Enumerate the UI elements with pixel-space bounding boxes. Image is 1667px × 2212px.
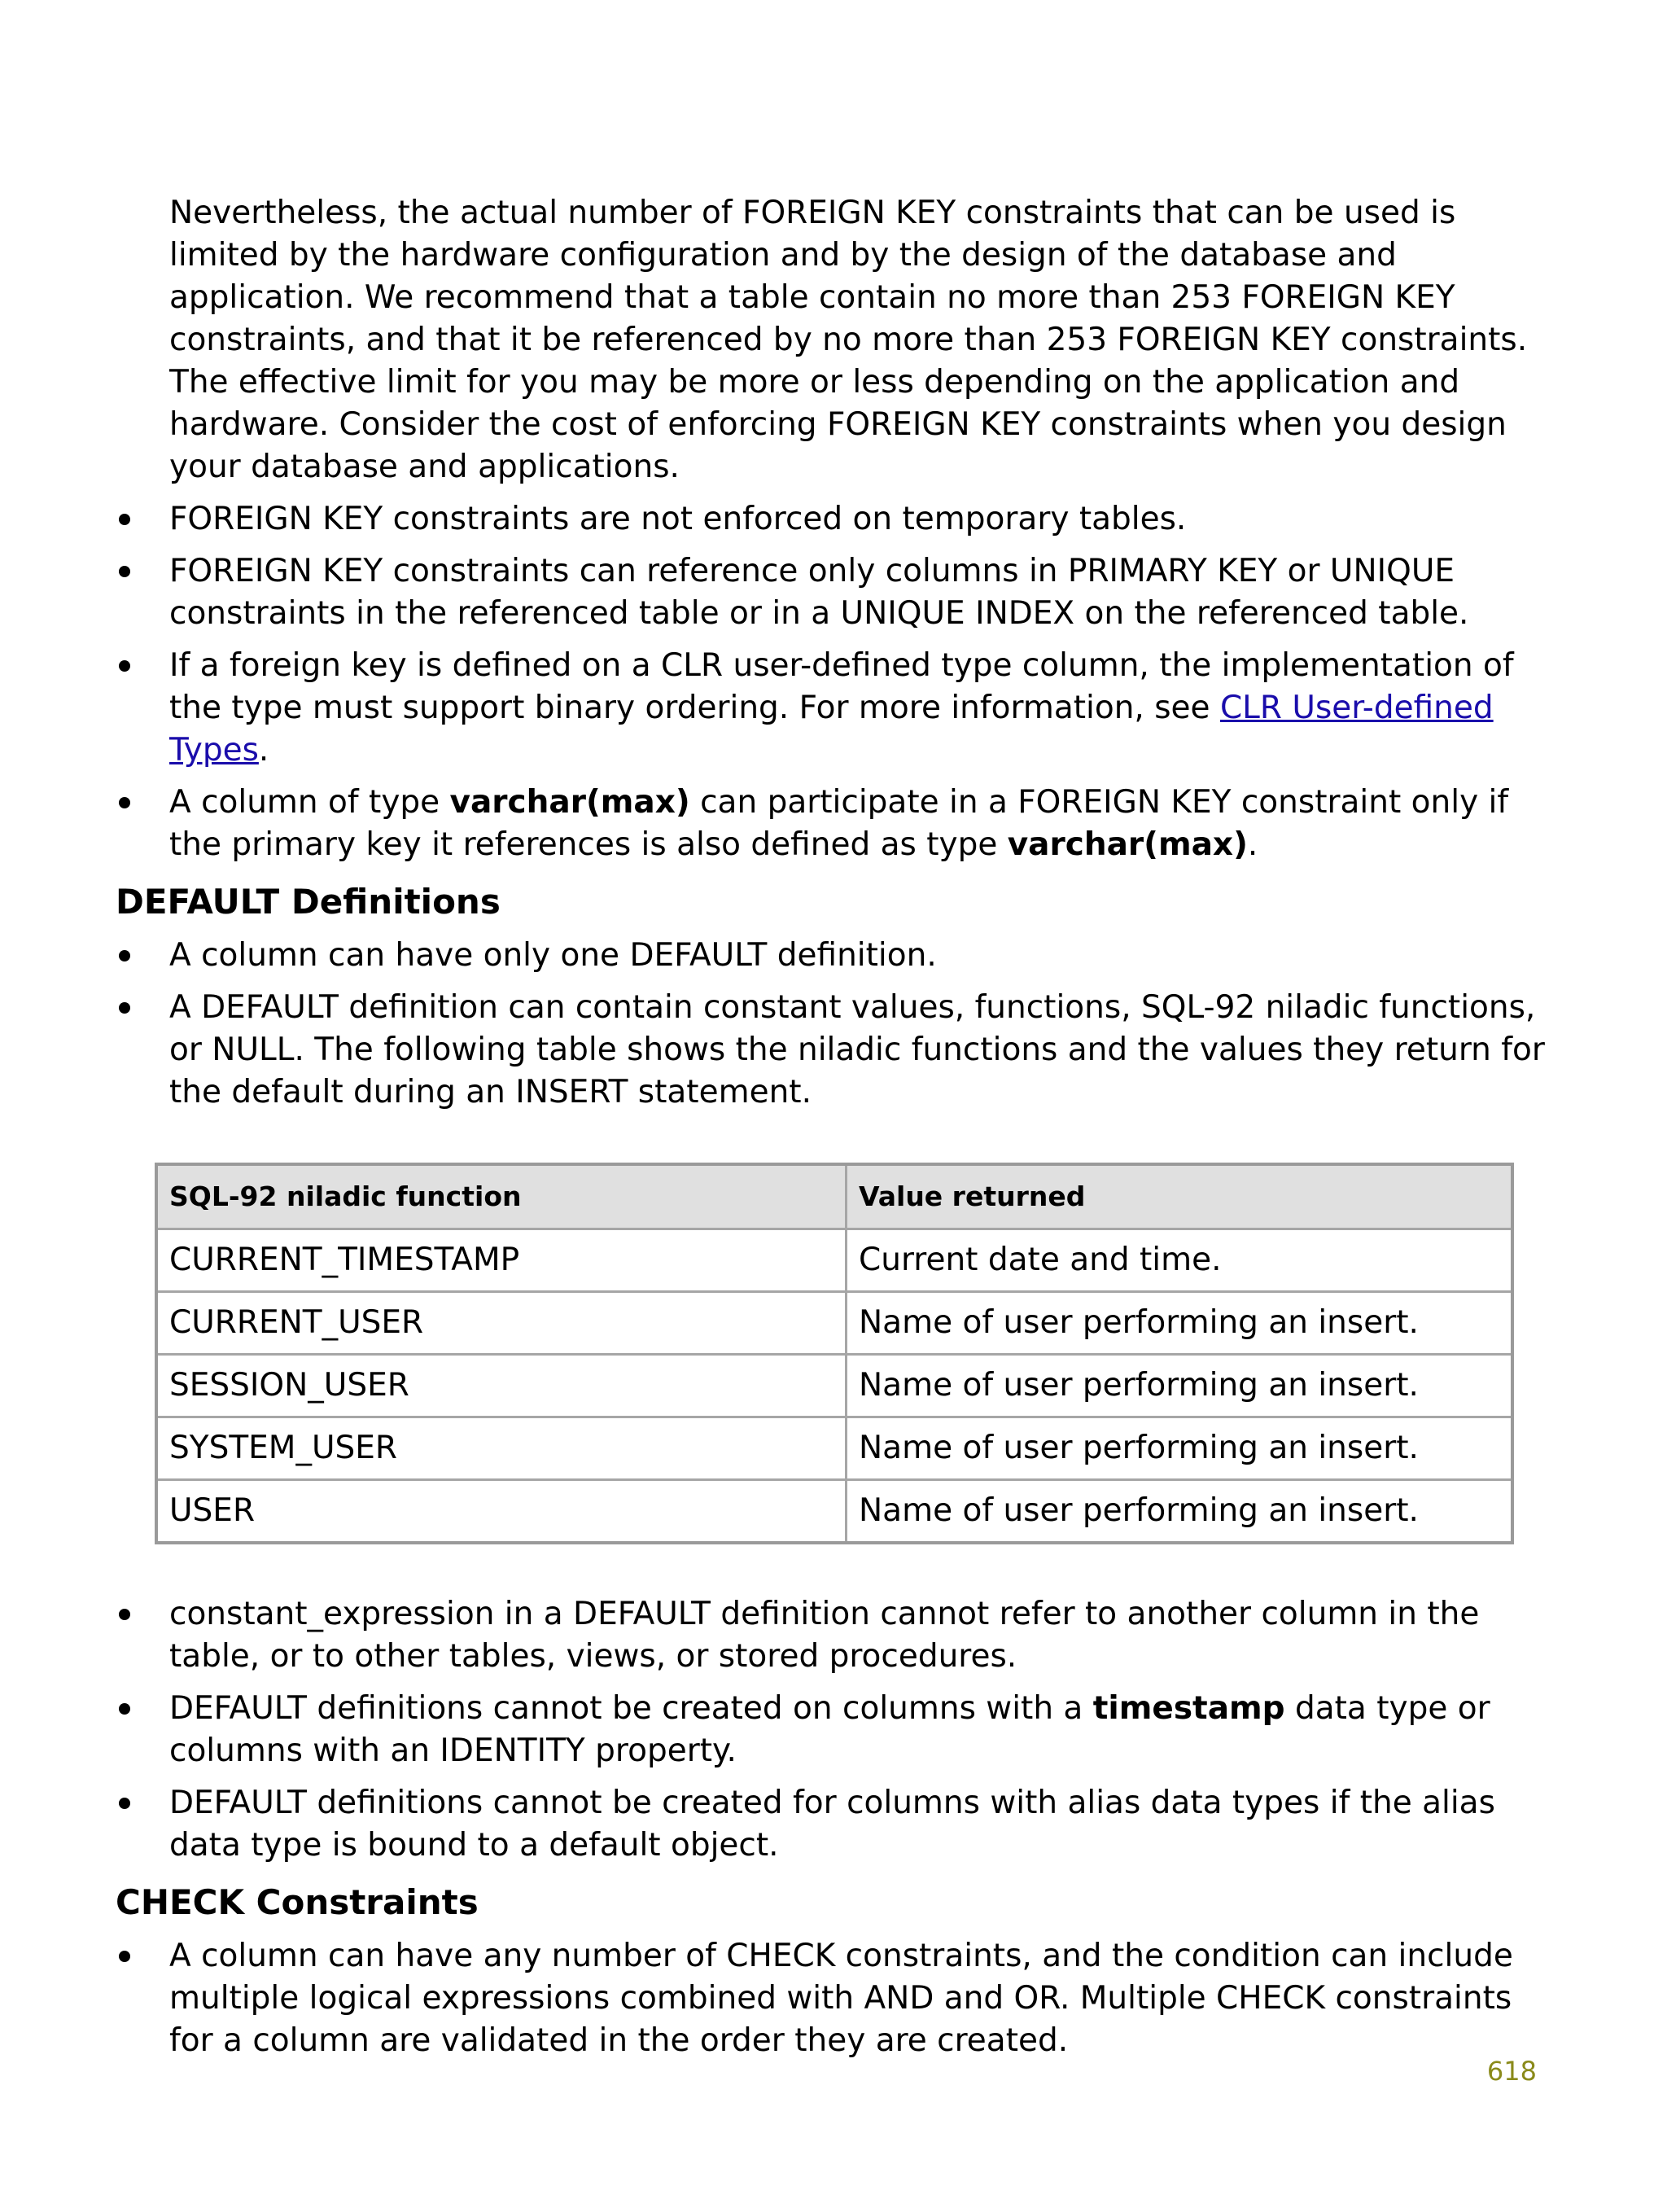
list-item [116, 1688, 1548, 1772]
bullet-icon [119, 1609, 130, 1620]
bullet-text: data type or columns with an IDENTITY property. [169, 1690, 1490, 1769]
list-item [116, 498, 1548, 541]
list-item [116, 1782, 1548, 1867]
foreign-key-bullet-list [116, 498, 1548, 866]
bullet-text: constant_expression in a DEFAULT definition cannot refer to another column in the table, or to other tables, views, or stored procedures. [169, 1596, 1480, 1675]
list-item [116, 550, 1548, 635]
bullet-text: If a foreign key is defined on a CLR user-defined type column, the implementation of the type must support binary ordering. For more information, see [169, 647, 1514, 726]
bullet-text: A column can have any number of CHECK constraints, and the condition can include multiple logical expressions combined with AND and OR. Multiple CHECK constraints for a column are validated in the order they are created. [169, 1938, 1513, 2059]
bullet-text: A column can have only one DEFAULT definition. [169, 937, 937, 974]
bullet-text: DEFAULT definitions cannot be created on columns with a [169, 1690, 1093, 1727]
table-row [156, 1229, 1512, 1292]
list-item [116, 1935, 1548, 2062]
clr-user-defined-types-link[interactable]: CLR User-defined Types [169, 690, 1494, 769]
table-header-cell: SQL-92 niladic function [156, 1164, 847, 1229]
check-constraints-heading: CHECK Constraints [116, 1882, 479, 1922]
bullet-text: A DEFAULT definition can contain constant values, functions, SQL-92 niladic functions, or NULL. The following table shows the niladic functions and the values they return for the default during an INSERT statement. [169, 989, 1545, 1110]
bullet-icon [119, 1798, 130, 1809]
default-bullet-list [116, 935, 1548, 1114]
bullet-icon [119, 1951, 130, 1962]
table-row [156, 1417, 1512, 1480]
list-item [116, 782, 1548, 866]
default-restrictions-bullet-list [116, 1593, 1548, 1867]
table-cell-value: Name of user performing an insert. [847, 1480, 1513, 1544]
table-row [156, 1480, 1512, 1544]
list-item [116, 645, 1548, 772]
table-cell-function: USER [156, 1480, 847, 1544]
check-bullet-list [116, 1935, 1548, 2062]
bullet-text: DEFAULT definitions cannot be created for columns with alias data types if the alias data type is bound to a default object. [169, 1785, 1495, 1864]
default-definitions-heading: DEFAULT Definitions [116, 882, 501, 922]
bold-term: varchar(max) [1007, 826, 1248, 863]
list-item [116, 987, 1548, 1114]
bullet-icon [119, 566, 130, 577]
bullet-text: A column of type [169, 784, 450, 821]
bullet-icon [119, 950, 130, 961]
bullet-text: FOREIGN KEY constraints are not enforced on temporary tables. [169, 501, 1187, 537]
list-item [116, 1593, 1548, 1678]
bullet-text: can participate in a FOREIGN KEY constraint only if the primary key it references is also defined as type [169, 784, 1509, 863]
list-item [116, 935, 1548, 977]
table-row [156, 1292, 1512, 1355]
intro-paragraph: Nevertheless, the actual number of FOREIGN KEY constraints that can be used is limited by the hardware configuration and by the design of the database and application. We recommend that a table contain no more than 253 FOREIGN KEY constraints, and that it be referenced by no more than 253 FOREIGN KEY constraints. The effective limit for you may be more or less depending on the application and hardware. Consider the cost of enforcing FOREIGN KEY constraints when you design your database and applications. [169, 195, 1528, 485]
table-cell-value: Current date and time. [847, 1229, 1513, 1292]
bold-term: varchar(max) [449, 784, 690, 821]
page-content [116, 192, 1548, 2072]
table-header-row [156, 1164, 1512, 1229]
niladic-table-wrapper [155, 1163, 1514, 1544]
table-cell-function: SESSION_USER [156, 1355, 847, 1417]
bullet-text-end: . [258, 732, 269, 769]
table-cell-function: SYSTEM_USER [156, 1417, 847, 1480]
table-cell-value: Name of user performing an insert. [847, 1292, 1513, 1355]
bullet-text-end: . [1247, 826, 1258, 863]
table-cell-value: Name of user performing an insert. [847, 1417, 1513, 1480]
page-number: 618 [1486, 2056, 1537, 2087]
niladic-functions-table [155, 1163, 1514, 1544]
bullet-icon [119, 797, 130, 808]
table-cell-function: CURRENT_TIMESTAMP [156, 1229, 847, 1292]
bullet-text: FOREIGN KEY constraints can reference only columns in PRIMARY KEY or UNIQUE constraints in the referenced table or in a UNIQUE INDEX on the referenced table. [169, 553, 1469, 632]
bold-term: timestamp [1092, 1690, 1285, 1727]
table-row [156, 1355, 1512, 1417]
bullet-icon [119, 660, 130, 672]
bullet-icon [119, 514, 130, 525]
table-cell-function: CURRENT_USER [156, 1292, 847, 1355]
bullet-icon [119, 1002, 130, 1014]
table-cell-value: Name of user performing an insert. [847, 1355, 1513, 1417]
table-header-cell: Value returned [847, 1164, 1513, 1229]
bullet-icon [119, 1703, 130, 1715]
